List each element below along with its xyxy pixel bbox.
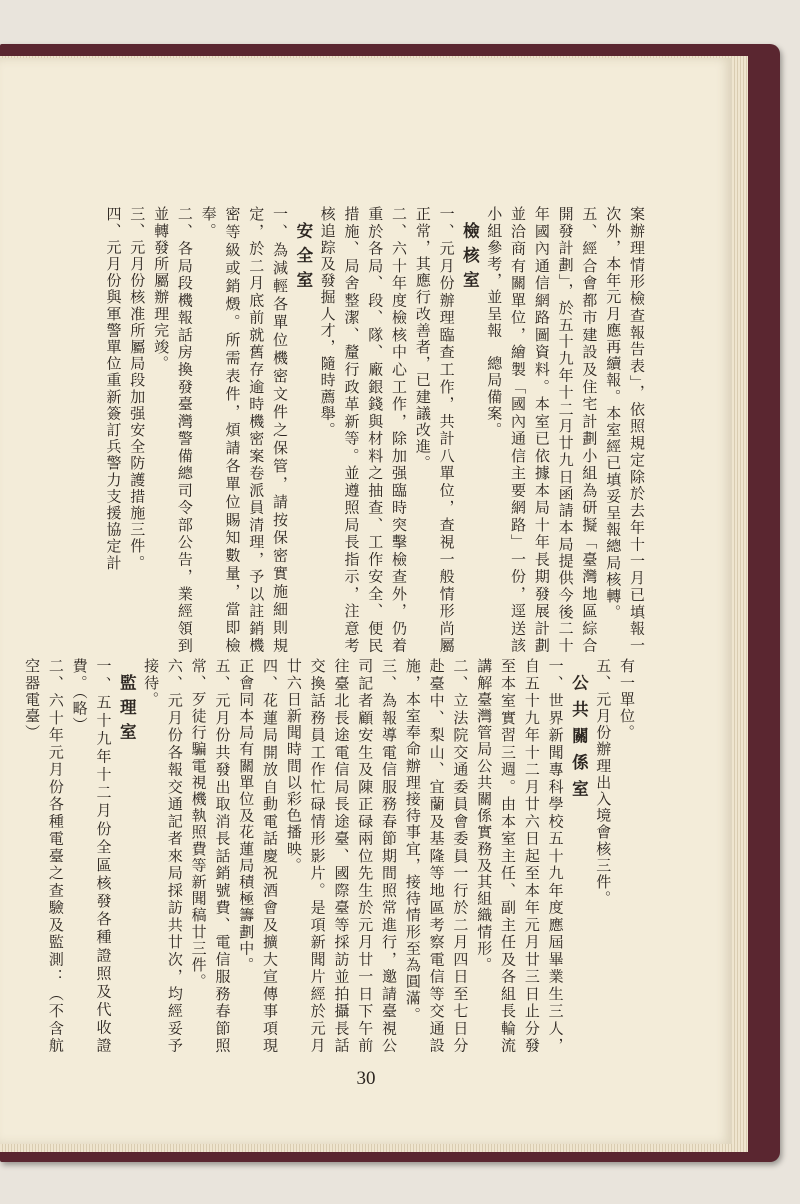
page-number: 30 (356, 1068, 376, 1089)
document-page (0, 58, 732, 1144)
paragraph: 二、各局段機報話房換發臺灣警備總司令部公告，業經領到並轉發所屬辦理完竣。 (152, 206, 194, 654)
paragraph: 四、元月份與軍警單位重新簽訂兵警力支援協定計 (104, 206, 123, 572)
paragraph: 五、經合會都市建設及住宅計劃小組為研擬「臺灣地區綜合開發計劃」，於五十九年十二月廿九日函請本局提供今後二十年國內通信網路圖資料。本室已依據本局十年長期發展計劃並洽商有關單位，繪製「國內通信主要網路」一份，逕送該小組參考，並呈報 總局備案。 (485, 206, 599, 654)
paragraph: 二、六十年度檢核中心工作，除加强臨時突擊檢查外，仍着重於各局、段、隊、廠銀錢與材料之抽查、工作安全、便民措施、局舍整潔、釐行政革新等。並遵照局長指示，注意考核追踪及發掘人才，隨時薦舉。 (318, 206, 409, 654)
paragraph: 一、五十九年十二月份全區核發各種證照及代收證費。（略） (70, 658, 113, 1054)
section-heading-public-relations: 公共關係室 (569, 674, 589, 807)
section-heading-supervision: 監理室 (117, 674, 137, 748)
paragraph: 六、元月份各報交通記者來局採訪共廿次，均經妥予接待。 (142, 658, 184, 1054)
bottom-text-block (23, 658, 638, 1054)
paragraph: 二、六十年元月份各種電臺之查驗及監測：（不含航空器電臺） (23, 658, 65, 1054)
paragraph: 有一單位。 (618, 658, 636, 741)
paragraph: 案辦理情形檢查報告表」，依照規定除於去年十一月已填報一次外，本年元月應再續報。本室經已填妥呈報總局核轉。 (604, 206, 646, 654)
paragraph: 一、為減輕各單位機密文件之保管，請按保密實施細則規定，於二月底前就舊存逾時機密案卷派員清理，予以註銷機密等級或銷燬。所需表件，煩請各單位賜知數量，當即檢奉。 (199, 206, 290, 654)
paragraph: 三、元月份核准所屬局段加强安全防護措施三件。 (128, 206, 147, 572)
paragraph: 四、花蓮局開放自動電話慶祝酒會及擴大宣傳事項現正會同本局有關單位及花蓮局積極籌劃中。 (237, 658, 280, 1054)
section-heading-security: 安全室 (293, 222, 313, 296)
paragraph: 三、為報導電信服務春節期間照常進行，邀請臺視公司記者顧安生及陳正碌兩位先生於元月廿一日下午前往臺北長途電信局長途臺、國際臺等採訪並拍攝長話交換話務員工作忙碌情形影片。是項新聞片經於元月廿六日新聞時間以彩色播映。 (284, 658, 399, 1054)
paragraph: 一、元月份辦理臨查工作，共計八單位，查視一般情形尚屬正常，其應行改善者，已建議改進。 (413, 206, 456, 654)
paragraph: 二、立法院交通委員會委員一行於二月四日至七日分赴臺中、梨山、宜蘭及基隆等地區考察電信等交通設施，本室奉命辦理接待事宜，接待情形至為圓滿。 (403, 658, 470, 1054)
paragraph: 五、元月份共發出取消長話銷號費、電信服務春節照常、歹徒行騙電視機執照費等新聞稿廿三件。 (189, 658, 232, 1054)
paragraph: 五、元月份辦理出入境會核三件。 (594, 658, 613, 907)
section-heading-inspection: 檢核室 (460, 222, 480, 296)
paragraph: 一、世界新聞專科學校五十九年度應屆畢業生三人，自五十九年十二月廿六日起至本年元月廿三日止分發至本室實習三週。由本室主任、副主任及各組長輪流講解臺灣管局公共關係實務及其組織情形。 (475, 658, 565, 1054)
top-text-block (96, 206, 648, 654)
